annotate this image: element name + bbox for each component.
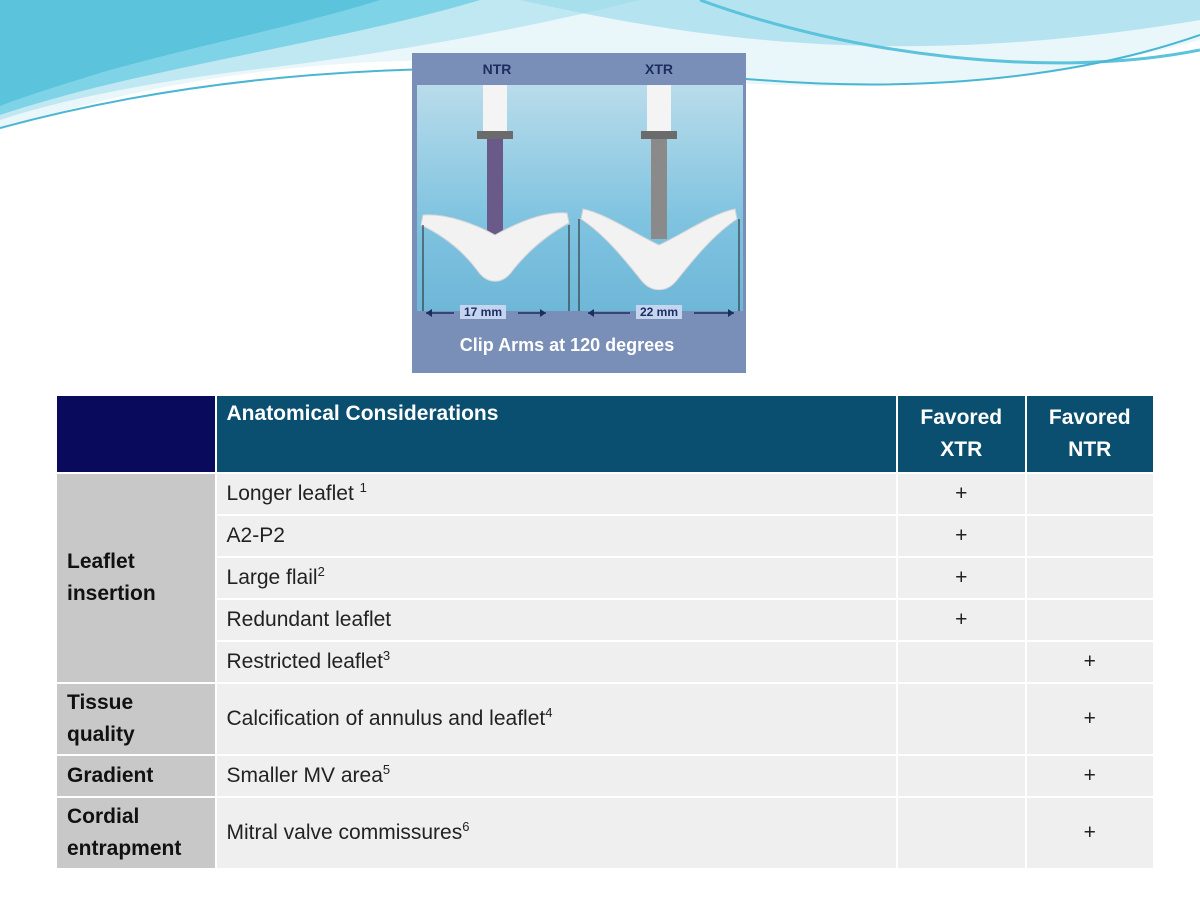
row-favored-xtr: + bbox=[898, 558, 1024, 598]
row-favored-xtr bbox=[898, 756, 1024, 796]
ntr-width-label: 17 mm bbox=[460, 305, 506, 319]
row-condition: Calcification of annulus and leaflet$^4$ bbox=[217, 684, 897, 754]
header-favored-xtr-line1: Favored bbox=[920, 406, 1003, 429]
row-condition: Large flail$^2$ bbox=[217, 558, 897, 598]
row-condition: Longer leaflet $^1$ bbox=[217, 474, 897, 514]
group-gradient: Gradient bbox=[57, 756, 215, 796]
header-anatomical-considerations: Anatomical Considerations bbox=[217, 396, 897, 472]
row-favored-xtr: + bbox=[898, 474, 1024, 514]
ntr-clip-photo bbox=[417, 85, 577, 311]
header-favored-xtr bbox=[898, 396, 1024, 472]
table-row bbox=[57, 756, 1153, 796]
table-row bbox=[57, 558, 1153, 598]
row-condition: A2-P2 bbox=[217, 516, 897, 556]
group-leaflet-insertion: Leaflet insertion bbox=[57, 474, 215, 682]
xtr-clip-photo bbox=[575, 85, 743, 311]
table-header-row bbox=[57, 396, 1153, 472]
header-favored-xtr-line2: XTR bbox=[940, 438, 983, 461]
table-row bbox=[57, 474, 1153, 514]
row-condition: Mitral valve commissures$^6$ bbox=[217, 798, 897, 868]
row-condition: Smaller MV area$^5$ bbox=[217, 756, 897, 796]
header-favored-ntr-line1: Favored bbox=[1048, 406, 1131, 429]
group-tissue-quality: Tissue quality bbox=[57, 684, 215, 754]
row-favored-xtr bbox=[898, 798, 1024, 868]
row-favored-xtr bbox=[898, 642, 1024, 682]
row-favored-ntr bbox=[1027, 516, 1154, 556]
xtr-label: XTR bbox=[645, 61, 673, 77]
group-cordial-entrapment: Cordial entrapment bbox=[57, 798, 215, 868]
xtr-width-label: 22 mm bbox=[636, 305, 682, 319]
anatomical-considerations-table bbox=[55, 394, 1155, 870]
row-condition: Redundant leaflet bbox=[217, 600, 897, 640]
ntr-label: NTR bbox=[482, 61, 512, 77]
clip-arms-figure bbox=[412, 53, 746, 373]
row-condition: Restricted leaflet$^3$ bbox=[217, 642, 897, 682]
header-corner-cell bbox=[57, 396, 215, 472]
row-favored-ntr: + bbox=[1027, 798, 1154, 868]
table-row bbox=[57, 642, 1153, 682]
row-favored-ntr: + bbox=[1027, 756, 1154, 796]
table-row bbox=[57, 516, 1153, 556]
table-row bbox=[57, 798, 1153, 868]
row-favored-xtr bbox=[898, 684, 1024, 754]
header-favored-ntr-line2: NTR bbox=[1068, 438, 1112, 461]
row-favored-ntr bbox=[1027, 600, 1154, 640]
figure-caption: Clip Arms at 120 degrees bbox=[459, 335, 675, 355]
table-row bbox=[57, 600, 1153, 640]
row-favored-xtr: + bbox=[898, 600, 1024, 640]
row-favored-ntr: + bbox=[1027, 642, 1154, 682]
row-favored-xtr: + bbox=[898, 516, 1024, 556]
row-favored-ntr bbox=[1027, 558, 1154, 598]
header-favored-ntr bbox=[1027, 396, 1154, 472]
row-favored-ntr bbox=[1027, 474, 1154, 514]
table-row bbox=[57, 684, 1153, 754]
row-favored-ntr: + bbox=[1027, 684, 1154, 754]
